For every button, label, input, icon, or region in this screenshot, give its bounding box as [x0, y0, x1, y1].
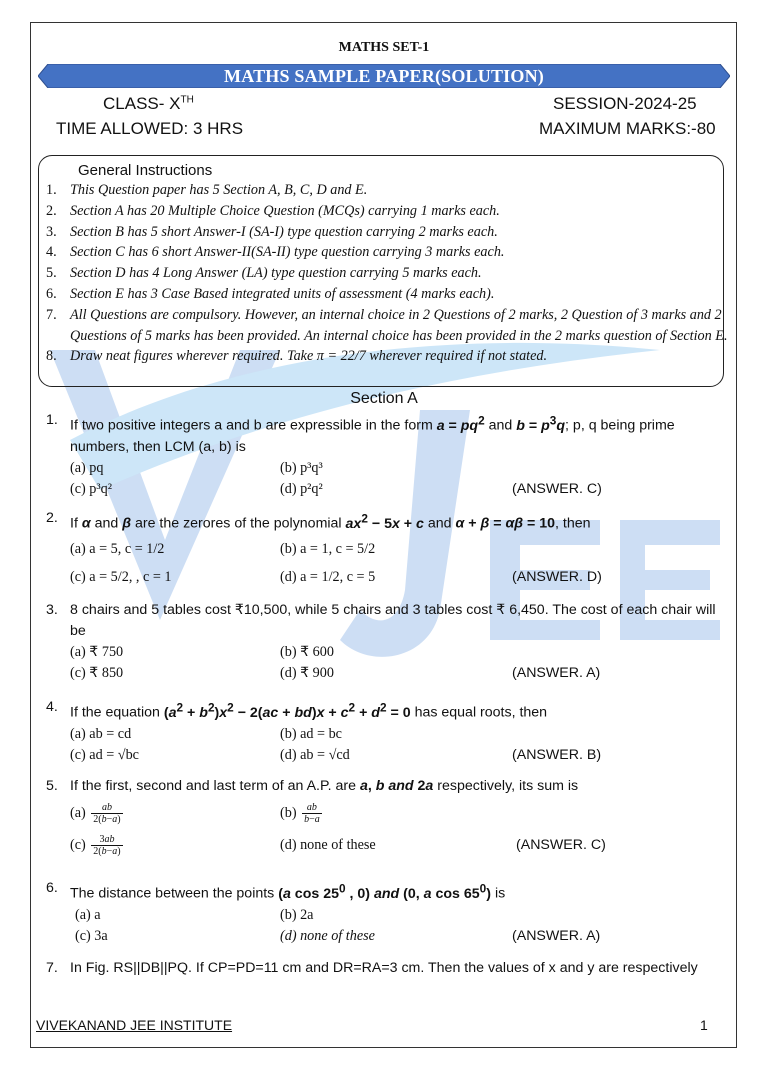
- set-title: MATHS SET-1: [338, 40, 430, 55]
- instruction-item: 5. Section D has 4 Long Answer (LA) type question carrying 5 marks each.: [46, 265, 482, 282]
- option-b: (b) a = 1, c = 5/2: [280, 540, 376, 557]
- answer-label: (ANSWER. A): [512, 927, 601, 944]
- answer-label: (ANSWER. B): [512, 746, 602, 763]
- instruction-item: 7. All Questions are compulsory. However, an internal choice in 2 Questions of 2 marks, 2 Question of 3 marks and 2 Questions of 5 marks has been provided. An internal choice has been provided in the 2 marks question of Section E.: [46, 306, 728, 344]
- instructions-title: General Instructions: [78, 162, 213, 179]
- option-d: (d) ₹ 900: [280, 665, 334, 681]
- option-c: (c) a = 5/2, , c = 1: [70, 568, 172, 585]
- section-title: Section A: [350, 390, 418, 407]
- question-text: If two positive integers a and b are expressible in the form $a = pq^2$ and $b = p^3q$; p, q being prime numbers, then LCM (a, b) is: [70, 413, 675, 455]
- footer-institute: VIVEKANAND JEE INSTITUTE: [36, 1017, 233, 1033]
- instruction-item: 4. Section C has 6 short Answer-II(SA-II) type question carrying 3 marks each.: [46, 244, 505, 261]
- option-c: (c) ₹ 850: [70, 665, 124, 681]
- instruction-item: 3. Section B has 5 short Answer-I (SA-I) type question carrying 2 marks each.: [46, 223, 498, 240]
- answer-label: (ANSWER. A): [512, 665, 601, 681]
- answer-label: (ANSWER. C): [516, 837, 606, 853]
- option-b: (b) ₹ 600: [280, 644, 334, 660]
- option-d: (d) none of these: [280, 837, 376, 853]
- question-text: If the first, second and last term of an A.P. are a, b and 2a respectively, its sum is: [70, 778, 579, 794]
- question-2: 2. If α and β are the zerores of the polynomial $ax^2 - 5x + c$ and α + β = αβ = 10, then (a) a = 5, c = 1/2 (b) a = 1, c = 5/2 (c) a = 5/2, , c = 1 (d) a = 1/2, c = 5 (ANSWER. D): [46, 508, 726, 591]
- option-a: (a) ₹ 750: [70, 644, 124, 660]
- max-marks: MAXIMUM MARKS:-80: [539, 119, 716, 138]
- instruction-item: 8. Draw neat figures wherever required. Take π = 22/7 wherever required if not stated.: [46, 348, 548, 365]
- option-a: (a) a = 5, c = 1/2: [70, 540, 165, 557]
- option-a: (a) $\frac{ab}{2(b-a)}$: [70, 802, 121, 826]
- option-b: (b) $\frac{ab}{b-a}$: [280, 802, 320, 826]
- question-5: 5. If the first, second and last term of an A.P. are a, b and 2a respectively, its sum is (a) $\frac{ab}{2(b-a)}$ (b) $\frac{ab}{b-a}$ (c) $\frac{3ab}{2(b-a)}$ (d) none of these (ANSWER. C): [46, 776, 726, 861]
- question-1: 1. If two positive integers a and b are expressible in the form $a = pq^2$ and $b = p^3q$; p, q being prime numbers, then LCM (a, b) is (a) pq (b) p³q³ (c) p³q² (d) p²q² (ANSWER. C): [46, 410, 726, 500]
- option-a: (a) ab = cd: [70, 725, 132, 742]
- question-7: 7. In Fig. RS||DB||PQ. If CP=PD=11 cm and DR=RA=3 cm. Then the values of x and y are respectively: [46, 958, 726, 979]
- answer-label: (ANSWER. D): [512, 568, 602, 585]
- question-text: If α and β are the zerores of the polynomial $ax^2 - 5x + c$ and α + β = αβ = 10, then: [70, 511, 591, 532]
- option-a: (a) pq: [70, 459, 104, 476]
- question-text: 8 chairs and 5 tables cost ₹10,500, while 5 chairs and 3 tables cost ₹ 6,450. The cost of each chair will be: [70, 602, 716, 639]
- page-number: 1: [700, 1017, 708, 1033]
- option-a: (a) a: [75, 906, 101, 923]
- question-6: 6. The distance between the points (a $\cos 25^0$ , 0) and (0, a $\cos 65^0$) is (a) a (b) 2a (c) 3a (d) none of these (ANSWER. A): [46, 878, 726, 947]
- instruction-item: 6. Section E has 3 Case Based integrated units of assessment (4 marks each).: [46, 285, 495, 302]
- question-4: 4. If the equation $(a^2 + b^2)x^2 - 2(ac + bd)x + c^2 + d^2 = 0$ has equal roots, then (a) ab = cd (b) ad = bc (c) ad = √bc (d) ab = √cd (ANSWER. B): [46, 697, 726, 766]
- instruction-item: 1. This Question paper has 5 Section A, B, C, D and E.: [46, 182, 368, 198]
- option-c: (c) 3a: [75, 927, 108, 944]
- option-c: (c) p³q²: [70, 480, 112, 497]
- option-c: (c) $\frac{3ab}{2(b-a)}$: [70, 834, 121, 858]
- question-text: If the equation $(a^2 + b^2)x^2 - 2(ac + bd)x + c^2 + d^2 = 0$ has equal roots, then: [70, 700, 548, 721]
- session-label: SESSION-2024-25: [553, 94, 697, 113]
- option-b: (b) 2a: [280, 906, 314, 923]
- option-b: (b) p³q³: [280, 459, 323, 476]
- option-d: (d) a = 1/2, c = 5: [280, 568, 376, 585]
- question-text: In Fig. RS||DB||PQ. If CP=PD=11 cm and DR=RA=3 cm. Then the values of x and y are respectively: [70, 960, 698, 976]
- option-c: (c) ad = √bc: [70, 746, 139, 763]
- instructions-list: [46, 180, 728, 367]
- question-3: 3. 8 chairs and 5 tables cost ₹10,500, while 5 chairs and 3 tables cost ₹ 6,450. The cost of each chair will be (a) ₹ 750 (b) ₹ 600 (c) ₹ 850 (d) ₹ 900 (ANSWER. A): [46, 600, 726, 684]
- banner-title: MATHS SAMPLE PAPER(SOLUTION): [224, 66, 544, 86]
- question-text: The distance between the points (a $\cos 25^0$ , 0) and (0, a $\cos 65^0$) is: [70, 881, 506, 902]
- instruction-item: 2. Section A has 20 Multiple Choice Question (MCQs) carrying 1 marks each.: [46, 202, 500, 219]
- option-d: (d) p²q²: [280, 480, 323, 497]
- class-label: CLASS- XTH: [103, 94, 194, 113]
- time-allowed: TIME ALLOWED: 3 HRS: [56, 119, 244, 138]
- answer-label: (ANSWER. C): [512, 480, 602, 497]
- option-d: (d) none of these: [280, 927, 375, 944]
- option-b: (b) ad = bc: [280, 725, 342, 742]
- option-d: (d) ab = √cd: [280, 746, 350, 763]
